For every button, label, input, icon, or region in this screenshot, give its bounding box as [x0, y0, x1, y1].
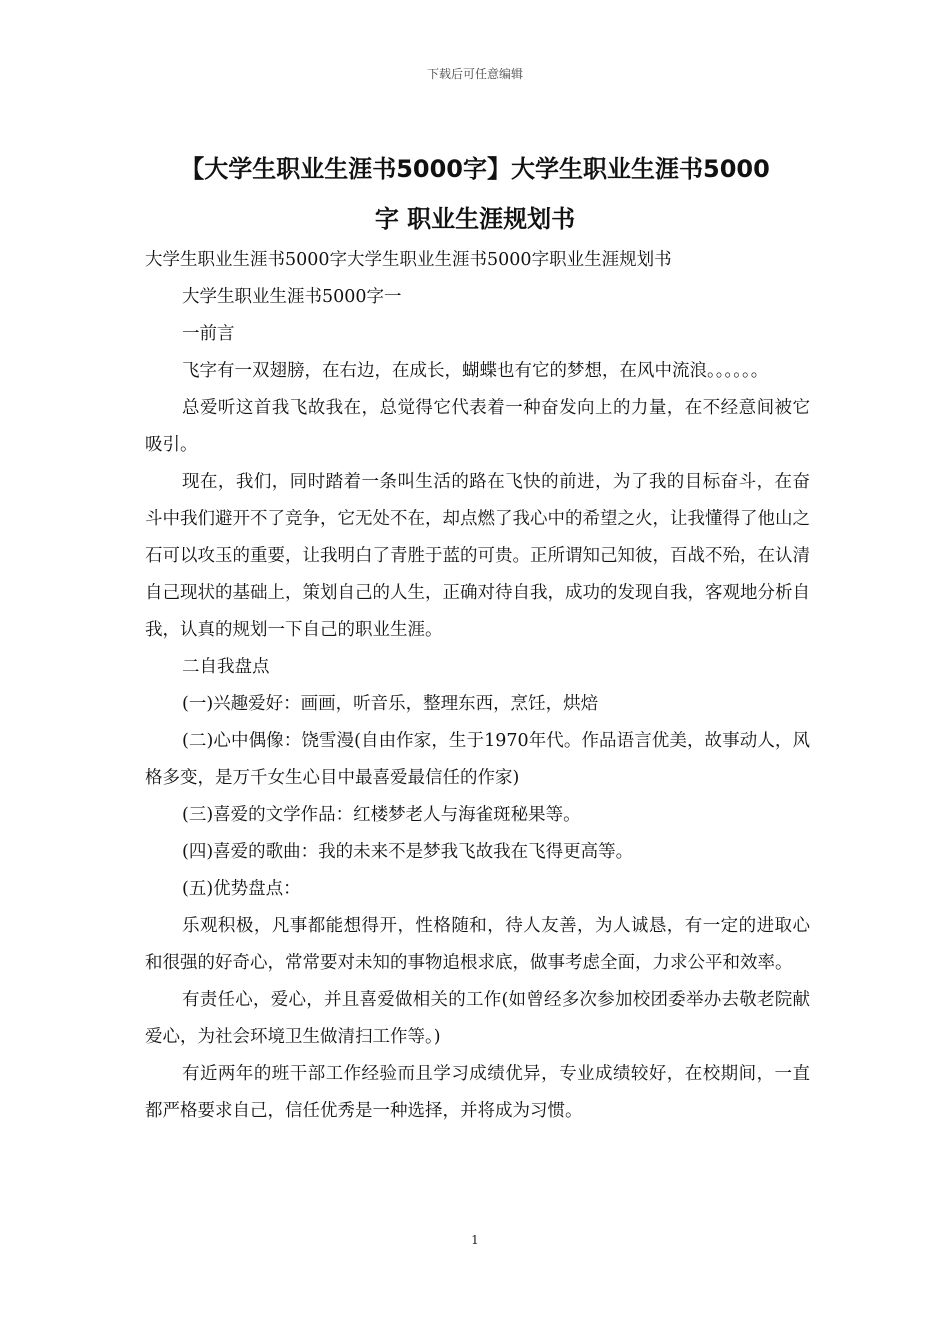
paragraph-lyric: 飞字有一双翅膀，在右边，在成长，蝴蝶也有它的梦想，在风中流浪。。。。。。 — [182, 361, 769, 381]
document-body — [145, 242, 810, 1130]
title-line-1: 【大学生职业生涯书5000字】大学生职业生涯书5000 — [180, 155, 770, 183]
page-header-note: 下载后可任意编辑 — [426, 67, 523, 81]
list-item-songs: (四)喜爱的歌曲：我的未来不是梦我飞故我在飞得更高等。 — [182, 842, 634, 862]
section-heading-preface: 一前言 — [182, 324, 235, 344]
paragraph-subtitle: 大学生职业生涯书5000字一 — [182, 287, 402, 307]
paragraph-experience: 有近两年的班干部工作经验而且学习成绩优异，专业成绩较好，在校期间，一直都严格要求自己，信任优秀是一种选择，并将成为习惯。 — [145, 1064, 810, 1121]
paragraph-summary: 大学生职业生涯书5000字大学生职业生涯书5000字职业生涯规划书 — [145, 250, 672, 270]
paragraph-personality: 乐观积极，凡事都能想得开，性格随和，待人友善，为人诚恳，有一定的进取心和很强的好奇心，常常要对未知的事物追根求底，做事考虑全面，力求公平和效率。 — [145, 916, 810, 973]
paragraph-song-note: 总爱听这首我飞故我在，总觉得它代表着一种奋发向上的力量，在不经意间被它吸引。 — [145, 398, 810, 455]
paragraph-responsibility: 有责任心，爱心，并且喜爱做相关的工作(如曾经多次参加校团委举办去敬老院献爱心，为社会环境卫生做清扫工作等。) — [145, 990, 810, 1047]
document-title — [140, 144, 810, 244]
list-item-literature: (三)喜爱的文学作品：红楼梦老人与海雀斑秘果等。 — [182, 805, 581, 825]
list-item-idol: (二)心中偶像：饶雪漫(自由作家，生于1970年代。作品语言优美，故事动人，风格多变，是万千女生心目中最喜爱最信任的作家) — [145, 731, 810, 788]
title-line-2: 字 职业生涯规划书 — [374, 205, 576, 233]
list-item-strengths: (五)优势盘点： — [182, 879, 301, 899]
list-item-hobbies: (一)兴趣爱好：画画，听音乐，整理东西，烹饪，烘焙 — [182, 694, 599, 714]
page-number: 1 — [471, 1233, 479, 1247]
section-heading-self-review: 二自我盘点 — [182, 657, 270, 677]
paragraph-introduction: 现在，我们，同时踏着一条叫生活的路在飞快的前进，为了我的目标奋斗，在奋斗中我们避开不了竞争，它无处不在，却点燃了我心中的希望之火，让我懂得了他山之石可以攻玉的重要，让我明白了青胜于蓝的可贵。正所谓知己知彼，百战不殆，在认清自己现状的基础上，策划自己的人生，正确对待自我，成功的发现自我，客观地分析自我，认真的规划一下自己的职业生涯。 — [145, 472, 810, 640]
